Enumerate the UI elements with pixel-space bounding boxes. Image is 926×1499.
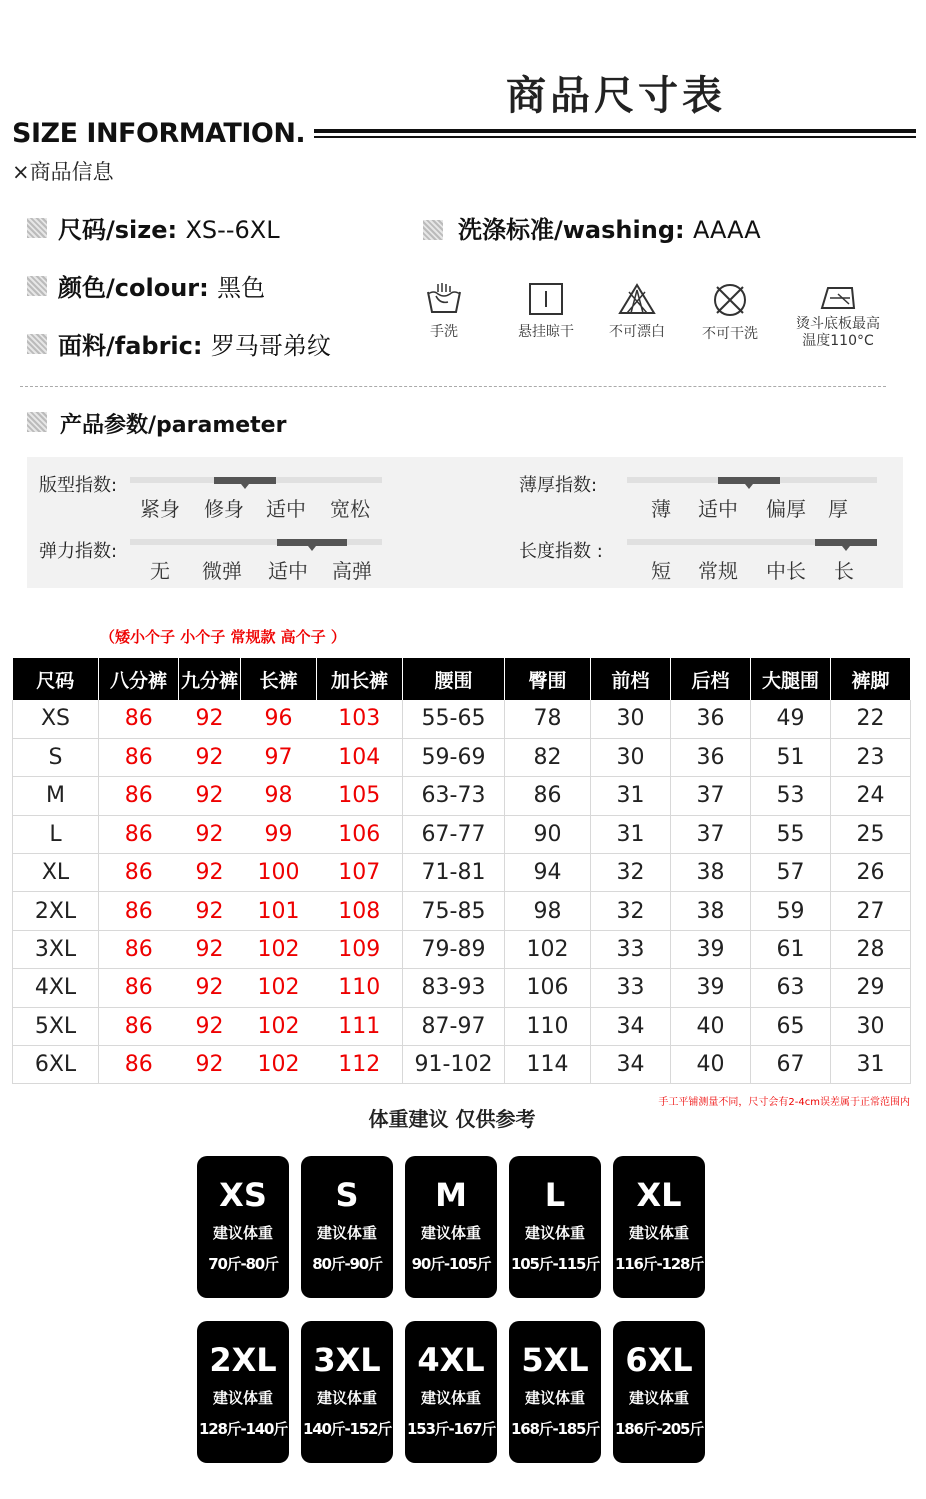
table-cell: 87-97 <box>403 1007 505 1045</box>
table-cell: 61 <box>751 930 831 968</box>
care-label-line1: 烫斗底板最高 <box>796 316 880 332</box>
fit-index-marker <box>214 477 276 484</box>
table-cell: 86 <box>99 777 179 815</box>
card-size: 2XL <box>209 1341 277 1379</box>
length-option: 中长 <box>766 559 806 583</box>
card-label: 建议体重 <box>628 1224 689 1242</box>
table-cell: 53 <box>751 777 831 815</box>
table-cell: 29 <box>831 969 911 1007</box>
table-cell: 92 <box>179 892 241 930</box>
card-weight-range: 168斤-185斤 <box>510 1420 600 1438</box>
bullet-icon <box>27 276 47 296</box>
table-cell: 36 <box>671 738 751 776</box>
table-cell: 112 <box>317 1046 403 1084</box>
column-header: 后档 <box>671 658 751 700</box>
table-cell: 92 <box>179 777 241 815</box>
table-cell: 5XL <box>13 1007 99 1045</box>
care-label: 不可漂白 <box>609 324 665 340</box>
table-cell: XL <box>13 854 99 892</box>
table-cell: 79-89 <box>403 930 505 968</box>
card-weight-range: 153斤-167斤 <box>406 1420 496 1438</box>
table-cell: 96 <box>241 700 317 738</box>
table-cell: 104 <box>317 738 403 776</box>
washing-info-row <box>458 210 761 245</box>
table-cell: 3XL <box>13 930 99 968</box>
thickness-index-marker <box>718 477 780 484</box>
table-cell: 86 <box>99 892 179 930</box>
table-cell: 92 <box>179 1007 241 1045</box>
table-cell: 97 <box>241 738 317 776</box>
no-dry-clean-icon <box>710 282 750 318</box>
table-cell: 108 <box>317 892 403 930</box>
fit-option: 紧身 <box>140 497 180 521</box>
length-option: 短 <box>651 559 671 583</box>
weight-card <box>301 1156 393 1298</box>
table-cell: 75-85 <box>403 892 505 930</box>
colour-value: 黑色 <box>217 274 266 302</box>
table-cell: 98 <box>505 892 591 930</box>
table-cell: 110 <box>505 1007 591 1045</box>
table-cell: 33 <box>591 969 671 1007</box>
iron-icon <box>816 282 860 312</box>
weight-suggestion-title: 体重建议 仅供参考 <box>368 1107 536 1131</box>
stretch-option: 无 <box>150 559 170 583</box>
card-size: XL <box>636 1176 682 1214</box>
table-cell: 91-102 <box>403 1046 505 1084</box>
column-header: 尺码 <box>13 658 99 700</box>
parameter-panel <box>27 457 903 588</box>
table-cell: 102 <box>241 1007 317 1045</box>
length-index-pointer <box>842 546 850 551</box>
table-cell: 83-93 <box>403 969 505 1007</box>
card-size: 3XL <box>313 1341 381 1379</box>
stretch-option: 高弹 <box>332 559 372 583</box>
table-cell: 32 <box>591 854 671 892</box>
table-header-row <box>13 658 911 700</box>
page-title: 商品尺寸表 <box>506 73 726 119</box>
card-weight-range: 186斤-205斤 <box>614 1420 704 1438</box>
weight-card <box>197 1156 289 1298</box>
size-information-heading: SIZE INFORMATION. <box>12 118 306 149</box>
card-label: 建议体重 <box>420 1389 481 1407</box>
stretch-option: 适中 <box>268 559 308 583</box>
table-cell: M <box>13 777 99 815</box>
table-cell: 59 <box>751 892 831 930</box>
table-cell: 71-81 <box>403 854 505 892</box>
weight-card <box>405 1156 497 1298</box>
table-cell: 39 <box>671 930 751 968</box>
table-cell: 30 <box>591 700 671 738</box>
stretch-index-label: 弹力指数: <box>39 541 118 562</box>
table-cell: 55-65 <box>403 700 505 738</box>
column-header: 长裤 <box>241 658 317 700</box>
colour-info-row <box>58 268 265 303</box>
table-cell: 94 <box>505 854 591 892</box>
card-size: S <box>335 1176 359 1214</box>
table-cell: 102 <box>241 969 317 1007</box>
table-cell: 26 <box>831 854 911 892</box>
length-option: 常规 <box>698 559 738 583</box>
table-cell: 40 <box>671 1007 751 1045</box>
card-label: 建议体重 <box>212 1389 273 1407</box>
table-cell: 86 <box>99 815 179 853</box>
colour-label: 颜色/colour: <box>58 274 209 302</box>
care-no-dry-clean <box>690 282 770 343</box>
card-label: 建议体重 <box>524 1224 585 1242</box>
table-cell: 36 <box>671 700 751 738</box>
table-cell: 25 <box>831 815 911 853</box>
heading-rule-thin <box>314 136 916 138</box>
table-cell: 24 <box>831 777 911 815</box>
table-cell: 6XL <box>13 1046 99 1084</box>
bullet-icon <box>27 334 47 354</box>
parameter-title: 产品参数/parameter <box>60 413 287 438</box>
table-cell: 110 <box>317 969 403 1007</box>
weight-card <box>509 1156 601 1298</box>
table-cell: 86 <box>99 700 179 738</box>
table-cell: 63-73 <box>403 777 505 815</box>
heading-rule-thick <box>314 129 916 133</box>
care-no-bleach <box>597 282 677 341</box>
table-cell: 30 <box>831 1007 911 1045</box>
table-cell: 105 <box>317 777 403 815</box>
size-label: 尺码/size: <box>58 216 178 244</box>
fabric-value: 罗马哥弟纹 <box>210 332 331 360</box>
table-cell: 86 <box>99 930 179 968</box>
card-size: 5XL <box>521 1341 589 1379</box>
table-cell: 103 <box>317 700 403 738</box>
column-header: 臀围 <box>505 658 591 700</box>
length-index-label: 长度指数 : <box>519 541 603 562</box>
size-table <box>12 658 911 1084</box>
table-cell: 67-77 <box>403 815 505 853</box>
table-cell: 82 <box>505 738 591 776</box>
table-cell: 65 <box>751 1007 831 1045</box>
card-weight-range: 70斤-80斤 <box>208 1255 278 1273</box>
table-cell: 31 <box>831 1046 911 1084</box>
table-cell: 30 <box>591 738 671 776</box>
height-category-labels: （矮小个子 小个子 常规款 高个子 ） <box>100 628 346 646</box>
fit-option: 适中 <box>266 497 306 521</box>
table-row <box>13 738 911 776</box>
fabric-label: 面料/fabric: <box>58 332 203 360</box>
card-label: 建议体重 <box>524 1389 585 1407</box>
weight-card <box>509 1321 601 1463</box>
table-cell: 92 <box>179 1046 241 1084</box>
table-cell: 78 <box>505 700 591 738</box>
table-cell: 111 <box>317 1007 403 1045</box>
fabric-info-row <box>58 326 331 361</box>
column-header: 裤脚 <box>831 658 911 700</box>
table-cell: S <box>13 738 99 776</box>
table-cell: 4XL <box>13 969 99 1007</box>
table-row <box>13 1007 911 1045</box>
table-cell: 92 <box>179 930 241 968</box>
table-row <box>13 930 911 968</box>
card-weight-range: 128斤-140斤 <box>198 1420 288 1438</box>
weight-card <box>197 1321 289 1463</box>
card-label: 建议体重 <box>628 1389 689 1407</box>
card-size: M <box>435 1176 467 1214</box>
thickness-option: 薄 <box>651 497 671 521</box>
table-cell: 86 <box>99 1007 179 1045</box>
table-row <box>13 892 911 930</box>
table-cell: L <box>13 815 99 853</box>
table-row <box>13 969 911 1007</box>
weight-card <box>613 1321 705 1463</box>
card-label: 建议体重 <box>420 1224 481 1242</box>
fit-index-label: 版型指数: <box>39 475 118 496</box>
size-info-row <box>58 210 280 245</box>
card-weight-range: 80斤-90斤 <box>312 1255 382 1273</box>
care-iron <box>788 282 888 350</box>
bullet-icon <box>27 218 47 238</box>
weight-card <box>301 1321 393 1463</box>
card-weight-range: 116斤-128斤 <box>614 1255 704 1273</box>
table-cell: 101 <box>241 892 317 930</box>
card-label: 建议体重 <box>212 1224 273 1242</box>
column-header: 大腿围 <box>751 658 831 700</box>
table-cell: 86 <box>505 777 591 815</box>
length-index-marker <box>815 539 877 546</box>
card-weight-range: 105斤-115斤 <box>510 1255 600 1273</box>
no-bleach-icon <box>617 282 657 316</box>
stretch-index-pointer <box>308 546 316 551</box>
thickness-index-pointer <box>745 484 753 489</box>
bullet-icon <box>423 220 443 240</box>
table-cell: 102 <box>241 1046 317 1084</box>
table-cell: 100 <box>241 854 317 892</box>
table-cell: 92 <box>179 815 241 853</box>
column-header: 腰围 <box>403 658 505 700</box>
hand-wash-icon <box>424 282 464 316</box>
card-weight-range: 90斤-105斤 <box>411 1255 491 1273</box>
care-label: 不可干洗 <box>702 326 758 342</box>
table-cell: 33 <box>591 930 671 968</box>
column-header: 加长裤 <box>317 658 403 700</box>
care-hand-wash <box>404 282 484 341</box>
table-cell: 99 <box>241 815 317 853</box>
table-cell: 2XL <box>13 892 99 930</box>
thickness-option: 偏厚 <box>766 497 806 521</box>
stretch-index-marker <box>277 539 347 546</box>
table-cell: 49 <box>751 700 831 738</box>
table-cell: 106 <box>317 815 403 853</box>
table-cell: 92 <box>179 738 241 776</box>
table-cell: 40 <box>671 1046 751 1084</box>
table-cell: 37 <box>671 777 751 815</box>
weight-card <box>613 1156 705 1298</box>
thickness-option: 适中 <box>698 497 738 521</box>
table-cell: 57 <box>751 854 831 892</box>
care-label: 手洗 <box>430 324 458 340</box>
column-header: 前档 <box>591 658 671 700</box>
table-cell: 92 <box>179 854 241 892</box>
table-cell: 98 <box>241 777 317 815</box>
thickness-option: 厚 <box>828 497 848 521</box>
table-cell: 107 <box>317 854 403 892</box>
bullet-icon <box>27 412 47 432</box>
size-value: XS--6XL <box>185 216 280 244</box>
column-header: 八分裤 <box>99 658 179 700</box>
table-row <box>13 1046 911 1084</box>
fit-index-pointer <box>241 484 249 489</box>
measurement-note: 手工平铺测量不同，尺寸会有2-4cm误差属于正常范围内 <box>658 1097 910 1108</box>
card-label: 建议体重 <box>316 1224 377 1242</box>
care-hang-dry <box>506 282 586 341</box>
table-cell: 102 <box>505 930 591 968</box>
table-cell: 114 <box>505 1046 591 1084</box>
table-row <box>13 854 911 892</box>
table-cell: 92 <box>179 969 241 1007</box>
table-row <box>13 700 911 738</box>
table-cell: 22 <box>831 700 911 738</box>
length-option: 长 <box>834 559 854 583</box>
table-cell: 92 <box>179 700 241 738</box>
washing-value: AAAA <box>692 216 761 244</box>
table-row <box>13 815 911 853</box>
table-cell: 28 <box>831 930 911 968</box>
table-cell: 34 <box>591 1007 671 1045</box>
table-cell: 39 <box>671 969 751 1007</box>
card-weight-range: 140斤-152斤 <box>302 1420 392 1438</box>
table-cell: 86 <box>99 854 179 892</box>
table-cell: 90 <box>505 815 591 853</box>
table-cell: XS <box>13 700 99 738</box>
table-cell: 106 <box>505 969 591 1007</box>
table-cell: 86 <box>99 969 179 1007</box>
column-header: 九分裤 <box>179 658 241 700</box>
section-divider <box>20 386 886 387</box>
care-label: 悬挂晾干 <box>518 324 574 340</box>
care-label <box>788 316 888 350</box>
product-info-subtitle: ×商品信息 <box>12 160 114 184</box>
table-cell: 32 <box>591 892 671 930</box>
hang-dry-icon <box>526 282 566 316</box>
table-cell: 31 <box>591 815 671 853</box>
fit-option: 修身 <box>204 497 244 521</box>
table-cell: 38 <box>671 854 751 892</box>
table-cell: 63 <box>751 969 831 1007</box>
table-cell: 23 <box>831 738 911 776</box>
table-row <box>13 777 911 815</box>
table-cell: 37 <box>671 815 751 853</box>
card-size: 4XL <box>417 1341 485 1379</box>
stretch-option: 微弹 <box>202 559 242 583</box>
table-cell: 109 <box>317 930 403 968</box>
table-cell: 67 <box>751 1046 831 1084</box>
card-size: L <box>544 1176 566 1214</box>
card-size: XS <box>219 1176 267 1214</box>
table-cell: 38 <box>671 892 751 930</box>
fit-option: 宽松 <box>330 497 370 521</box>
table-cell: 27 <box>831 892 911 930</box>
card-label: 建议体重 <box>316 1389 377 1407</box>
table-cell: 102 <box>241 930 317 968</box>
table-cell: 59-69 <box>403 738 505 776</box>
table-cell: 31 <box>591 777 671 815</box>
care-label-line2: 温度110°C <box>802 332 874 349</box>
thickness-index-label: 薄厚指数: <box>519 475 598 496</box>
table-cell: 86 <box>99 1046 179 1084</box>
table-cell: 86 <box>99 738 179 776</box>
table-cell: 51 <box>751 738 831 776</box>
washing-label: 洗涤标准/washing: <box>458 216 685 244</box>
weight-card <box>405 1321 497 1463</box>
card-size: 6XL <box>625 1341 693 1379</box>
table-cell: 34 <box>591 1046 671 1084</box>
table-cell: 55 <box>751 815 831 853</box>
